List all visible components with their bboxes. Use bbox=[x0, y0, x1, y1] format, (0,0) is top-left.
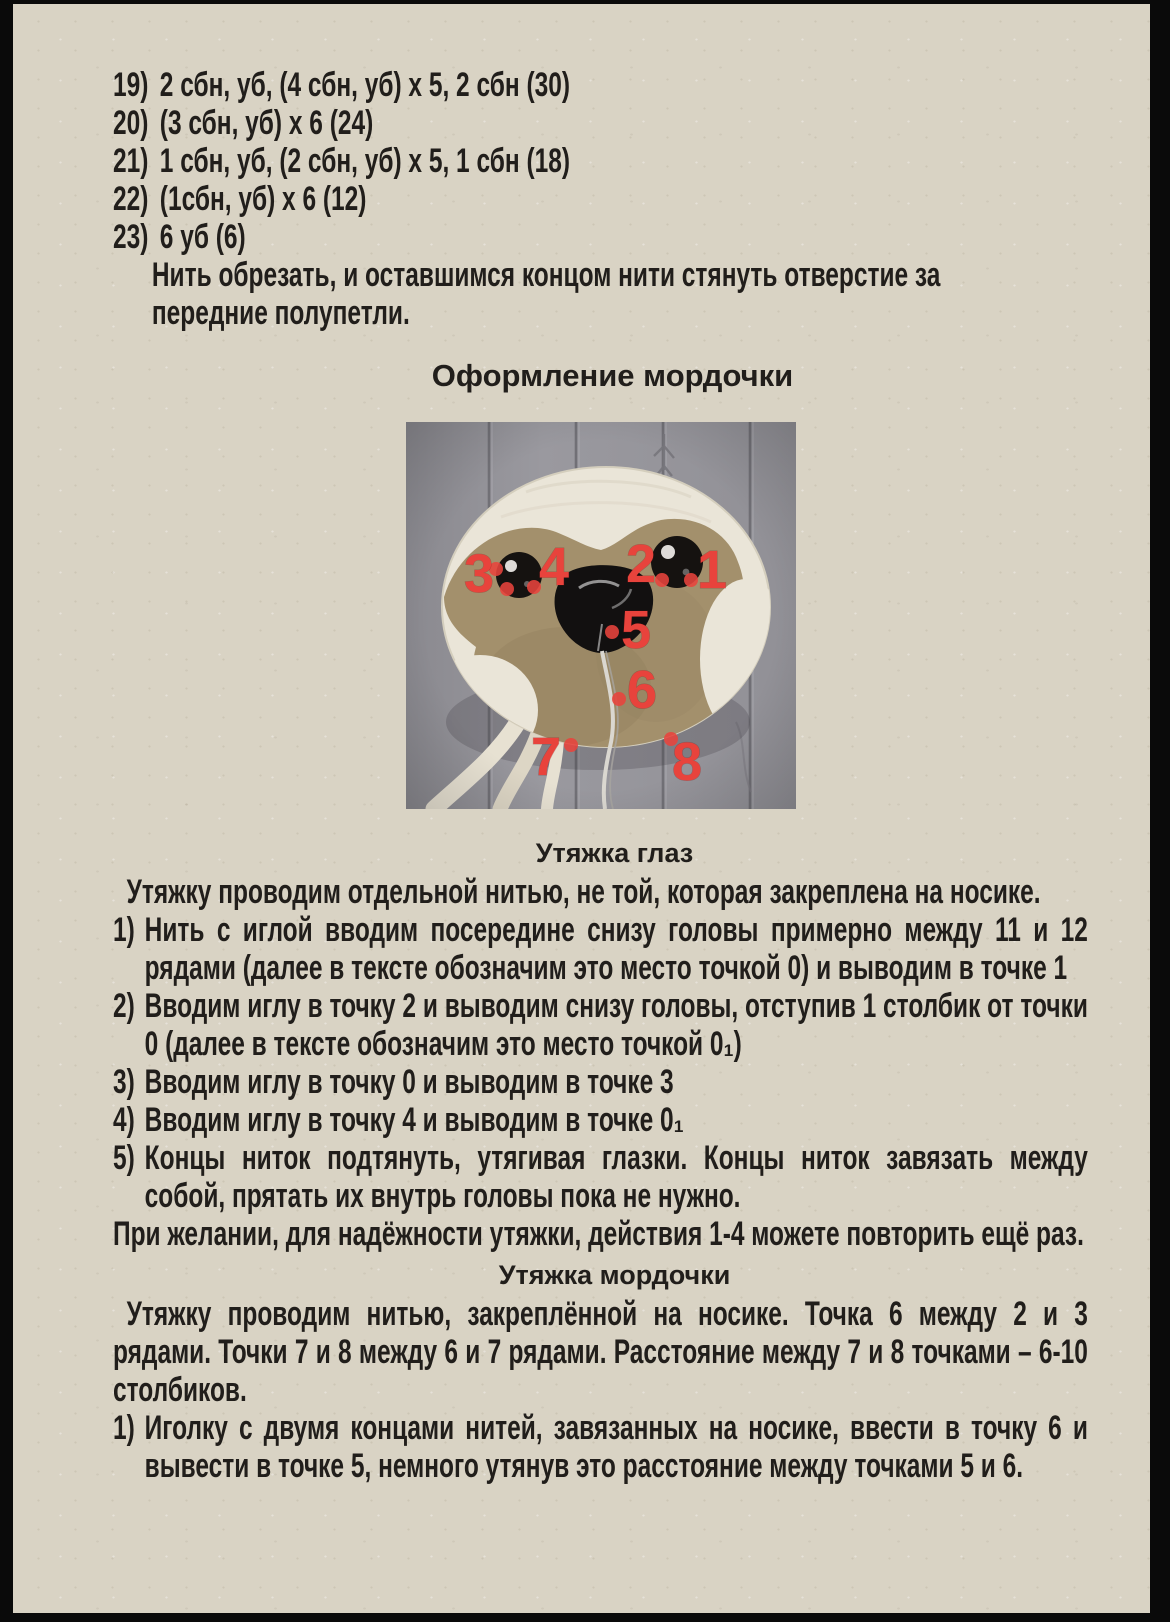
round-text: (1сбн, уб) х 6 (12) bbox=[159, 180, 367, 218]
item-number: 3) bbox=[113, 1063, 135, 1101]
round-number: 21) bbox=[113, 142, 149, 180]
round-number: 19) bbox=[113, 66, 149, 104]
marker-dot bbox=[564, 738, 578, 752]
round-number: 20) bbox=[113, 104, 149, 142]
list-item bbox=[113, 911, 1088, 987]
face-photo-svg bbox=[406, 422, 796, 809]
item-text: Концы ниток подтянуть, утягивая глазки. Концы ниток завязать между собой, прятать их внутрь головы пока не нужно. bbox=[144, 1139, 1088, 1215]
pattern-page bbox=[13, 4, 1150, 1613]
round-row bbox=[113, 180, 1088, 218]
eye-cinching-text bbox=[113, 873, 1088, 1253]
item-number: 1) bbox=[113, 1409, 135, 1447]
finishing-note-wrap bbox=[113, 256, 1001, 332]
item-text: Нить с иглой вводим посередине снизу головы примерно между 11 и 12 рядами (далее в тексте обозначим это место точкой 0) и выводим в точке 1 bbox=[144, 911, 1088, 987]
marker-dot bbox=[684, 573, 698, 587]
item-text: Вводим иглу в точку 4 и выводим в точке 0₁ bbox=[144, 1101, 684, 1139]
marker-number-1: 1 bbox=[696, 540, 727, 600]
round-instructions bbox=[113, 66, 1088, 256]
face-photo bbox=[406, 422, 796, 809]
section-title-face-design: Оформление мордочки bbox=[431, 358, 794, 393]
marker-number-8: 8 bbox=[671, 732, 702, 792]
list-item bbox=[113, 1101, 1088, 1139]
marker-number-6: 6 bbox=[626, 660, 657, 720]
item-number: 5) bbox=[113, 1139, 135, 1177]
item-number: 1) bbox=[113, 911, 135, 949]
eye-cinching-intro: Утяжку проводим отдельной нитью, не той, которая закреплена на носике. bbox=[126, 873, 1041, 911]
marker-dot bbox=[655, 573, 669, 587]
subhead-eye-cinching: Утяжка глаз bbox=[535, 838, 694, 868]
round-number: 23) bbox=[113, 218, 149, 256]
round-text: 6 уб (6) bbox=[159, 218, 246, 256]
round-text: 1 сбн, уб, (2 сбн, уб) х 5, 1 сбн (18) bbox=[159, 142, 570, 180]
marker-dot bbox=[605, 625, 619, 639]
round-row bbox=[113, 142, 1088, 180]
marker-number-7: 7 bbox=[530, 727, 561, 787]
subhead-muzzle-cinching: Утяжка мордочки bbox=[498, 1260, 731, 1290]
item-text: Вводим иглу в точку 2 и выводим снизу головы, отступив 1 столбик от точки 0 (далее в тексте обозначим это место точкой 0₁) bbox=[144, 987, 1088, 1063]
item-text: Вводим иглу в точку 0 и выводим в точке 3 bbox=[144, 1063, 674, 1101]
round-number: 22) bbox=[113, 180, 149, 218]
item-number: 4) bbox=[113, 1101, 135, 1139]
round-text: (3 сбн, уб) х 6 (24) bbox=[159, 104, 374, 142]
list-item bbox=[113, 1409, 1088, 1485]
marker-number-5: 5 bbox=[620, 600, 651, 660]
finishing-note: Нить обрезать, и оставшимся концом нити стянуть отверстие за передние полупетли. bbox=[151, 256, 941, 332]
muzzle-cinching-text bbox=[113, 1295, 1088, 1485]
marker-dot bbox=[612, 692, 626, 706]
list-item bbox=[113, 1063, 1088, 1101]
round-row bbox=[113, 66, 1088, 104]
marker-dot bbox=[500, 582, 514, 596]
marker-number-3: 3 bbox=[463, 544, 494, 604]
item-text: Иголку с двумя концами нитей, завязанных на носике, ввести в точку 6 и вывести в точке 5, немного утянув это расстояние между точками 5 и 6. bbox=[144, 1409, 1088, 1485]
item-number: 2) bbox=[113, 987, 135, 1025]
round-row bbox=[113, 104, 1088, 142]
marker-number-4: 4 bbox=[538, 537, 569, 597]
list-item bbox=[113, 987, 1088, 1063]
muzzle-cinching-intro: Утяжку проводим нитью, закреплённой на носике. Точка 6 между 2 и 3 рядами. Точки 7 и 8 между 6 и 7 рядами. Расстояние между 7 и 8 точками – 6-10 столбиков. bbox=[113, 1295, 1088, 1409]
repeat-note: При желании, для надёжности утяжки, действия 1-4 можете повторить ещё раз. bbox=[113, 1215, 1084, 1253]
marker-number-2: 2 bbox=[625, 534, 656, 594]
list-item bbox=[113, 1139, 1088, 1215]
round-row bbox=[113, 218, 1088, 256]
photo-vignette bbox=[406, 422, 796, 809]
round-text: 2 сбн, уб, (4 сбн, уб) х 5, 2 сбн (30) bbox=[159, 66, 570, 104]
